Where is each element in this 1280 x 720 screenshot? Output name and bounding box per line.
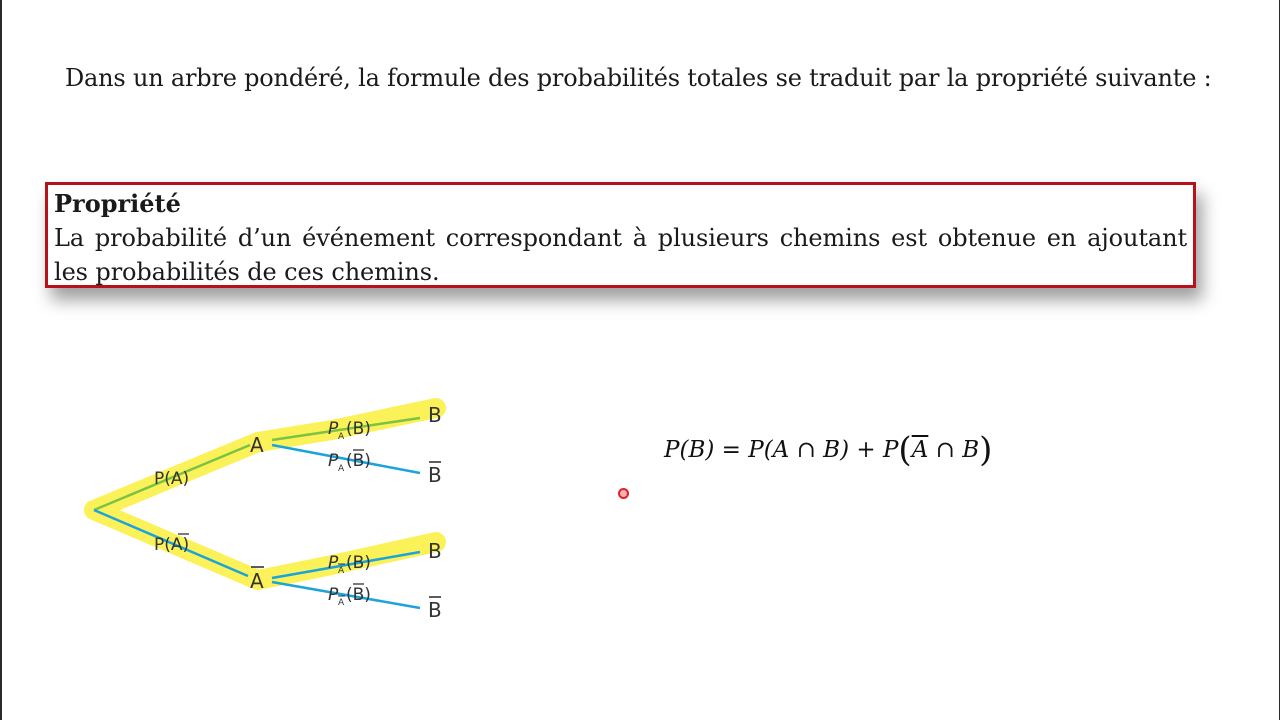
node-Abar: A xyxy=(250,569,264,593)
label-PA-Bbar-arg: (B) xyxy=(346,451,371,471)
label-PA-B-p: P xyxy=(328,419,339,439)
node-A: A xyxy=(250,433,264,457)
highlight-path-Abar-B xyxy=(94,510,436,580)
label-PA: P(A) xyxy=(154,469,190,489)
label-PA-B-sub: A xyxy=(338,432,345,442)
path-highlights xyxy=(94,408,436,580)
formula-a-bar: $\overline{A}$ xyxy=(911,437,929,463)
property-title: Propriété xyxy=(54,189,181,218)
leaf-Bbar-1: B xyxy=(428,463,442,487)
label-PA-Bbar-sub: A xyxy=(338,464,345,474)
formula-open-paren: ( xyxy=(898,430,912,470)
label-PA-Bbar xyxy=(328,450,371,474)
label-PAbar-Bbar-arg: (B) xyxy=(346,585,371,605)
total-probability-formula xyxy=(664,430,992,470)
label-PAbar-B-p: P xyxy=(328,553,339,573)
label-PAbar-B-sub: A xyxy=(338,566,345,576)
label-PAbar-B-arg: (B) xyxy=(346,553,371,573)
label-PA-B xyxy=(328,419,371,442)
label-PAbar-Bbar xyxy=(328,584,371,608)
probability-tree xyxy=(80,390,460,640)
property-box xyxy=(45,182,1196,288)
label-PA-B-arg: (B) xyxy=(346,419,371,439)
formula-lhs: P(B) = P(A ∩ B) + P xyxy=(664,437,899,463)
label-PAbar-B xyxy=(328,553,371,576)
label-PA-Bbar-p: P xyxy=(328,451,339,471)
leaf-Bbar-2: B xyxy=(428,598,442,622)
label-PAbar: P(A) xyxy=(154,535,190,555)
label-PAbar-Bbar-p: P xyxy=(328,585,339,605)
left-frame-edge xyxy=(0,0,2,720)
pointer-cursor-icon xyxy=(618,488,629,499)
property-body: La probabilité d’un événement correspondant à plusieurs chemins est obtenue en ajoutant les probabilités de ces chemins. xyxy=(54,224,1187,286)
label-PAbar-Bbar-sub: A xyxy=(338,598,345,608)
formula-close-paren: ) xyxy=(979,430,993,470)
intro-sentence: Dans un arbre pondéré, la formule des probabilités totales se traduit par la propriété suivante : xyxy=(65,64,1212,92)
formula-rest: ∩ B xyxy=(928,437,980,463)
leaf-B-2: B xyxy=(428,539,442,563)
leaf-B-1: B xyxy=(428,403,442,427)
